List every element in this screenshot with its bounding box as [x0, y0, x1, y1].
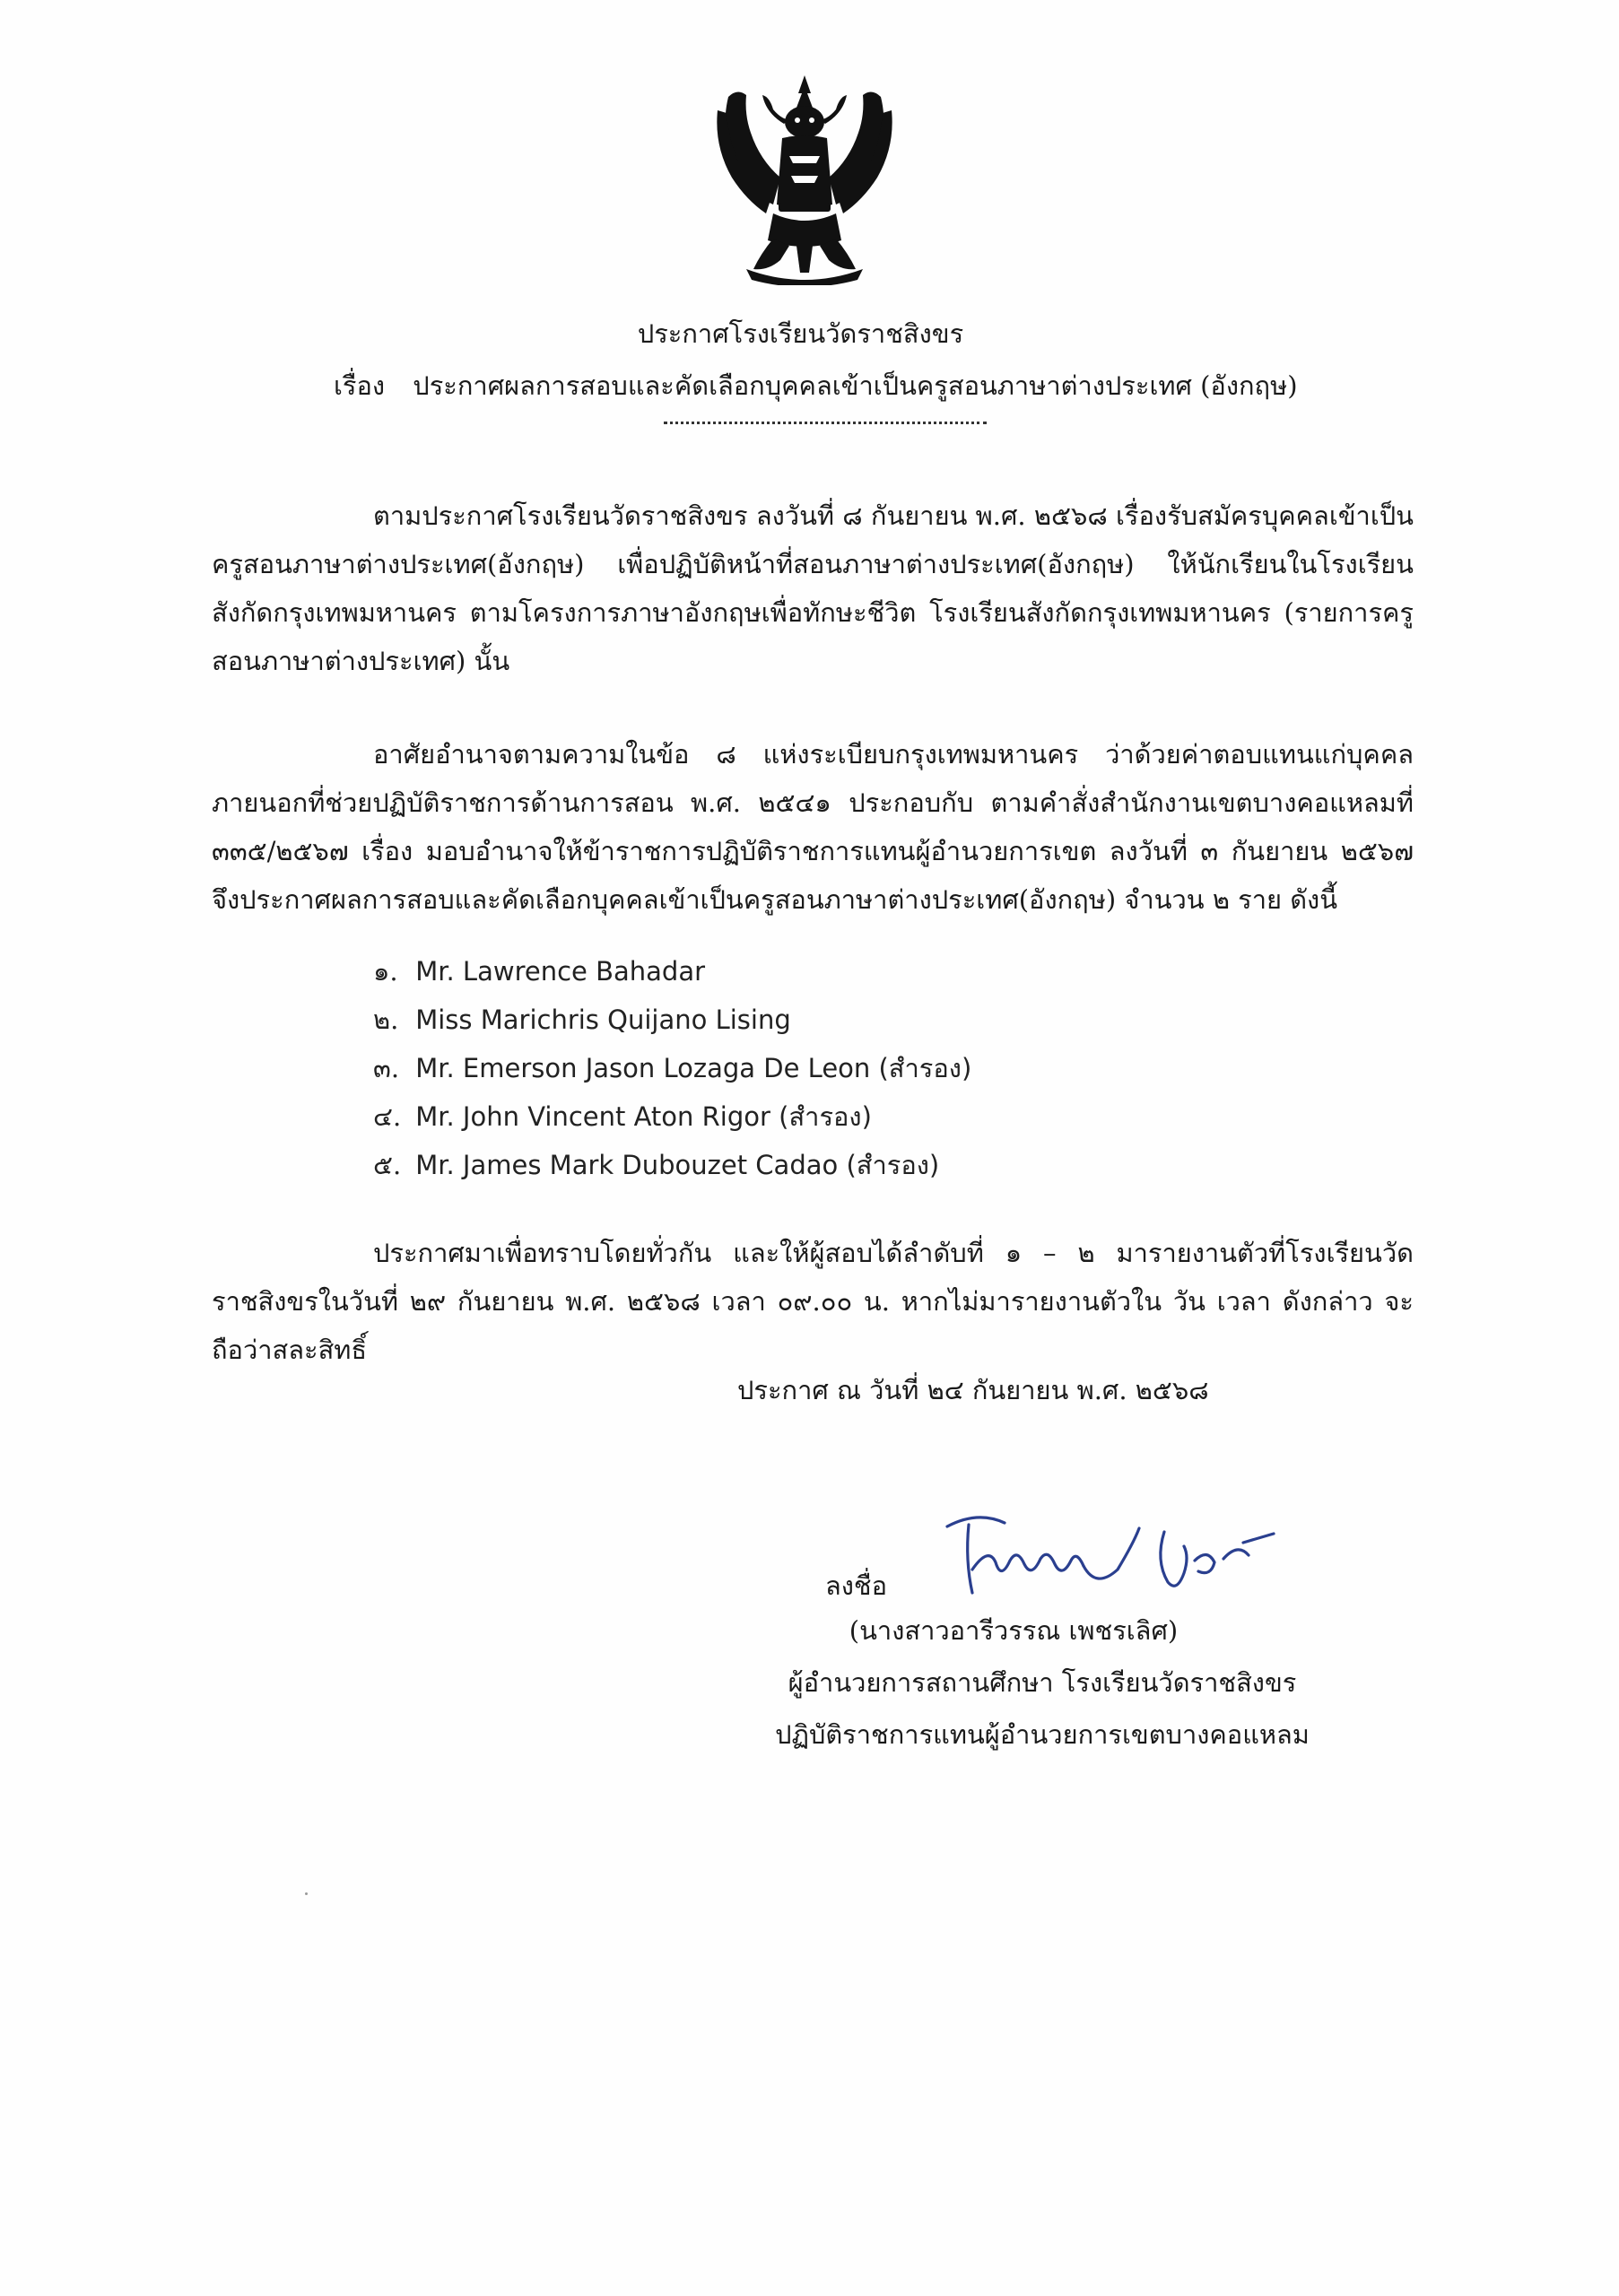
signer-position-1: ผู้อำนวยการสถานศึกษา โรงเรียนวัดราชสิงขร [788, 1667, 1297, 1698]
paper-speck [305, 1892, 308, 1895]
subject-line [334, 368, 1410, 404]
paragraph-2 [212, 730, 1414, 924]
handwritten-signature [942, 1507, 1283, 1605]
signature-label: ลงชื่อ [825, 1570, 888, 1601]
subject-text: ประกาศผลการสอบและคัดเลือกบุคคลเข้าเป็นครูสอนภาษาต่างประเทศ (อังกฤษ) [413, 370, 1298, 401]
selected-names-list [373, 947, 971, 1189]
document-title: ประกาศโรงเรียนวัดราชสิงขร [637, 318, 964, 349]
signer-name: (นางสาวอารีวรรณ เพชรเลิศ) [849, 1615, 1179, 1646]
garuda-emblem-icon [710, 70, 899, 285]
list-item: ๕. Mr. James Mark Dubouzet Cadao (สำรอง) [373, 1150, 940, 1180]
paragraph-1 [212, 491, 1414, 685]
paragraph-2-text: อาศัยอำนาจตามความในข้อ ๘ แห่งระเบียบกรุงเทพมหานคร ว่าด้วยค่าตอบแทนแก่บุคคลภายนอกที่ช่วยปฏิบัติราชการด้านการสอน พ.ศ. ๒๕๔๑ ประกอบกับ ตามคำสั่งสำนักงานเขตบางคอแหลมที่ ๓๓๕/๒๕๖๗ เรื่อง มอบอำนาจให้ข้าราชการปฏิบัติราชการแทนผู้อำนวยการเขต ลงวันที่ ๓ กันยายน ๒๕๖๗ จึงประกาศผลการสอบและคัดเลือกบุคคลเข้าเป็นครูสอนภาษาต่างประเทศ(อังกฤษ) จำนวน ๒ ราย ดังนี้ [212, 739, 1414, 915]
announcement-date: ประกาศ ณ วันที่ ๒๔ กันยายน พ.ศ. ๒๕๖๘ [737, 1375, 1209, 1405]
paragraph-1-text: ตามประกาศโรงเรียนวัดราชสิงขร ลงวันที่ ๘ กันยายน พ.ศ. ๒๕๖๘ เรื่องรับสมัครบุคคลเข้าเป็นครูสอนภาษาต่างประเทศ(อังกฤษ) เพื่อปฏิบัติหน้าที่สอนภาษาต่างประเทศ(อังกฤษ) ให้นักเรียนในโรงเรียนสังกัดกรุงเทพมหานคร ตามโครงการภาษาอังกฤษเพื่อทักษะชีวิต โรงเรียนสังกัดกรุงเทพมหานคร (รายการครูสอนภาษาต่างประเทศ) นั้น [212, 500, 1414, 676]
list-item: ๑. Mr. Lawrence Bahadar [373, 956, 706, 987]
list-item: ๔. Mr. John Vincent Aton Rigor (สำรอง) [373, 1101, 872, 1132]
list-item: ๓. Mr. Emerson Jason Lozaga De Leon (สำรอง) [373, 1053, 972, 1083]
dotted-divider [664, 422, 987, 424]
subject-label: เรื่อง [334, 370, 386, 401]
signer-position-2: ปฏิบัติราชการแทนผู้อำนวยการเขตบางคอแหลม [775, 1719, 1310, 1750]
list-item: ๒. Miss Marichris Quijano Lising [373, 1004, 791, 1035]
paragraph-3-text: ประกาศมาเพื่อทราบโดยทั่วกัน และให้ผู้สอบได้ลำดับที่ ๑ – ๒ มารายงานตัวที่โรงเรียนวัดราชสิงขรในวันที่ ๒๙ กันยายน พ.ศ. ๒๕๖๘ เวลา ๐๙.๐๐ น. หากไม่มารายงานตัวใน วัน เวลา ดังกล่าว จะถือว่าสละสิทธิ์ [212, 1238, 1414, 1365]
paragraph-3 [212, 1229, 1414, 1374]
